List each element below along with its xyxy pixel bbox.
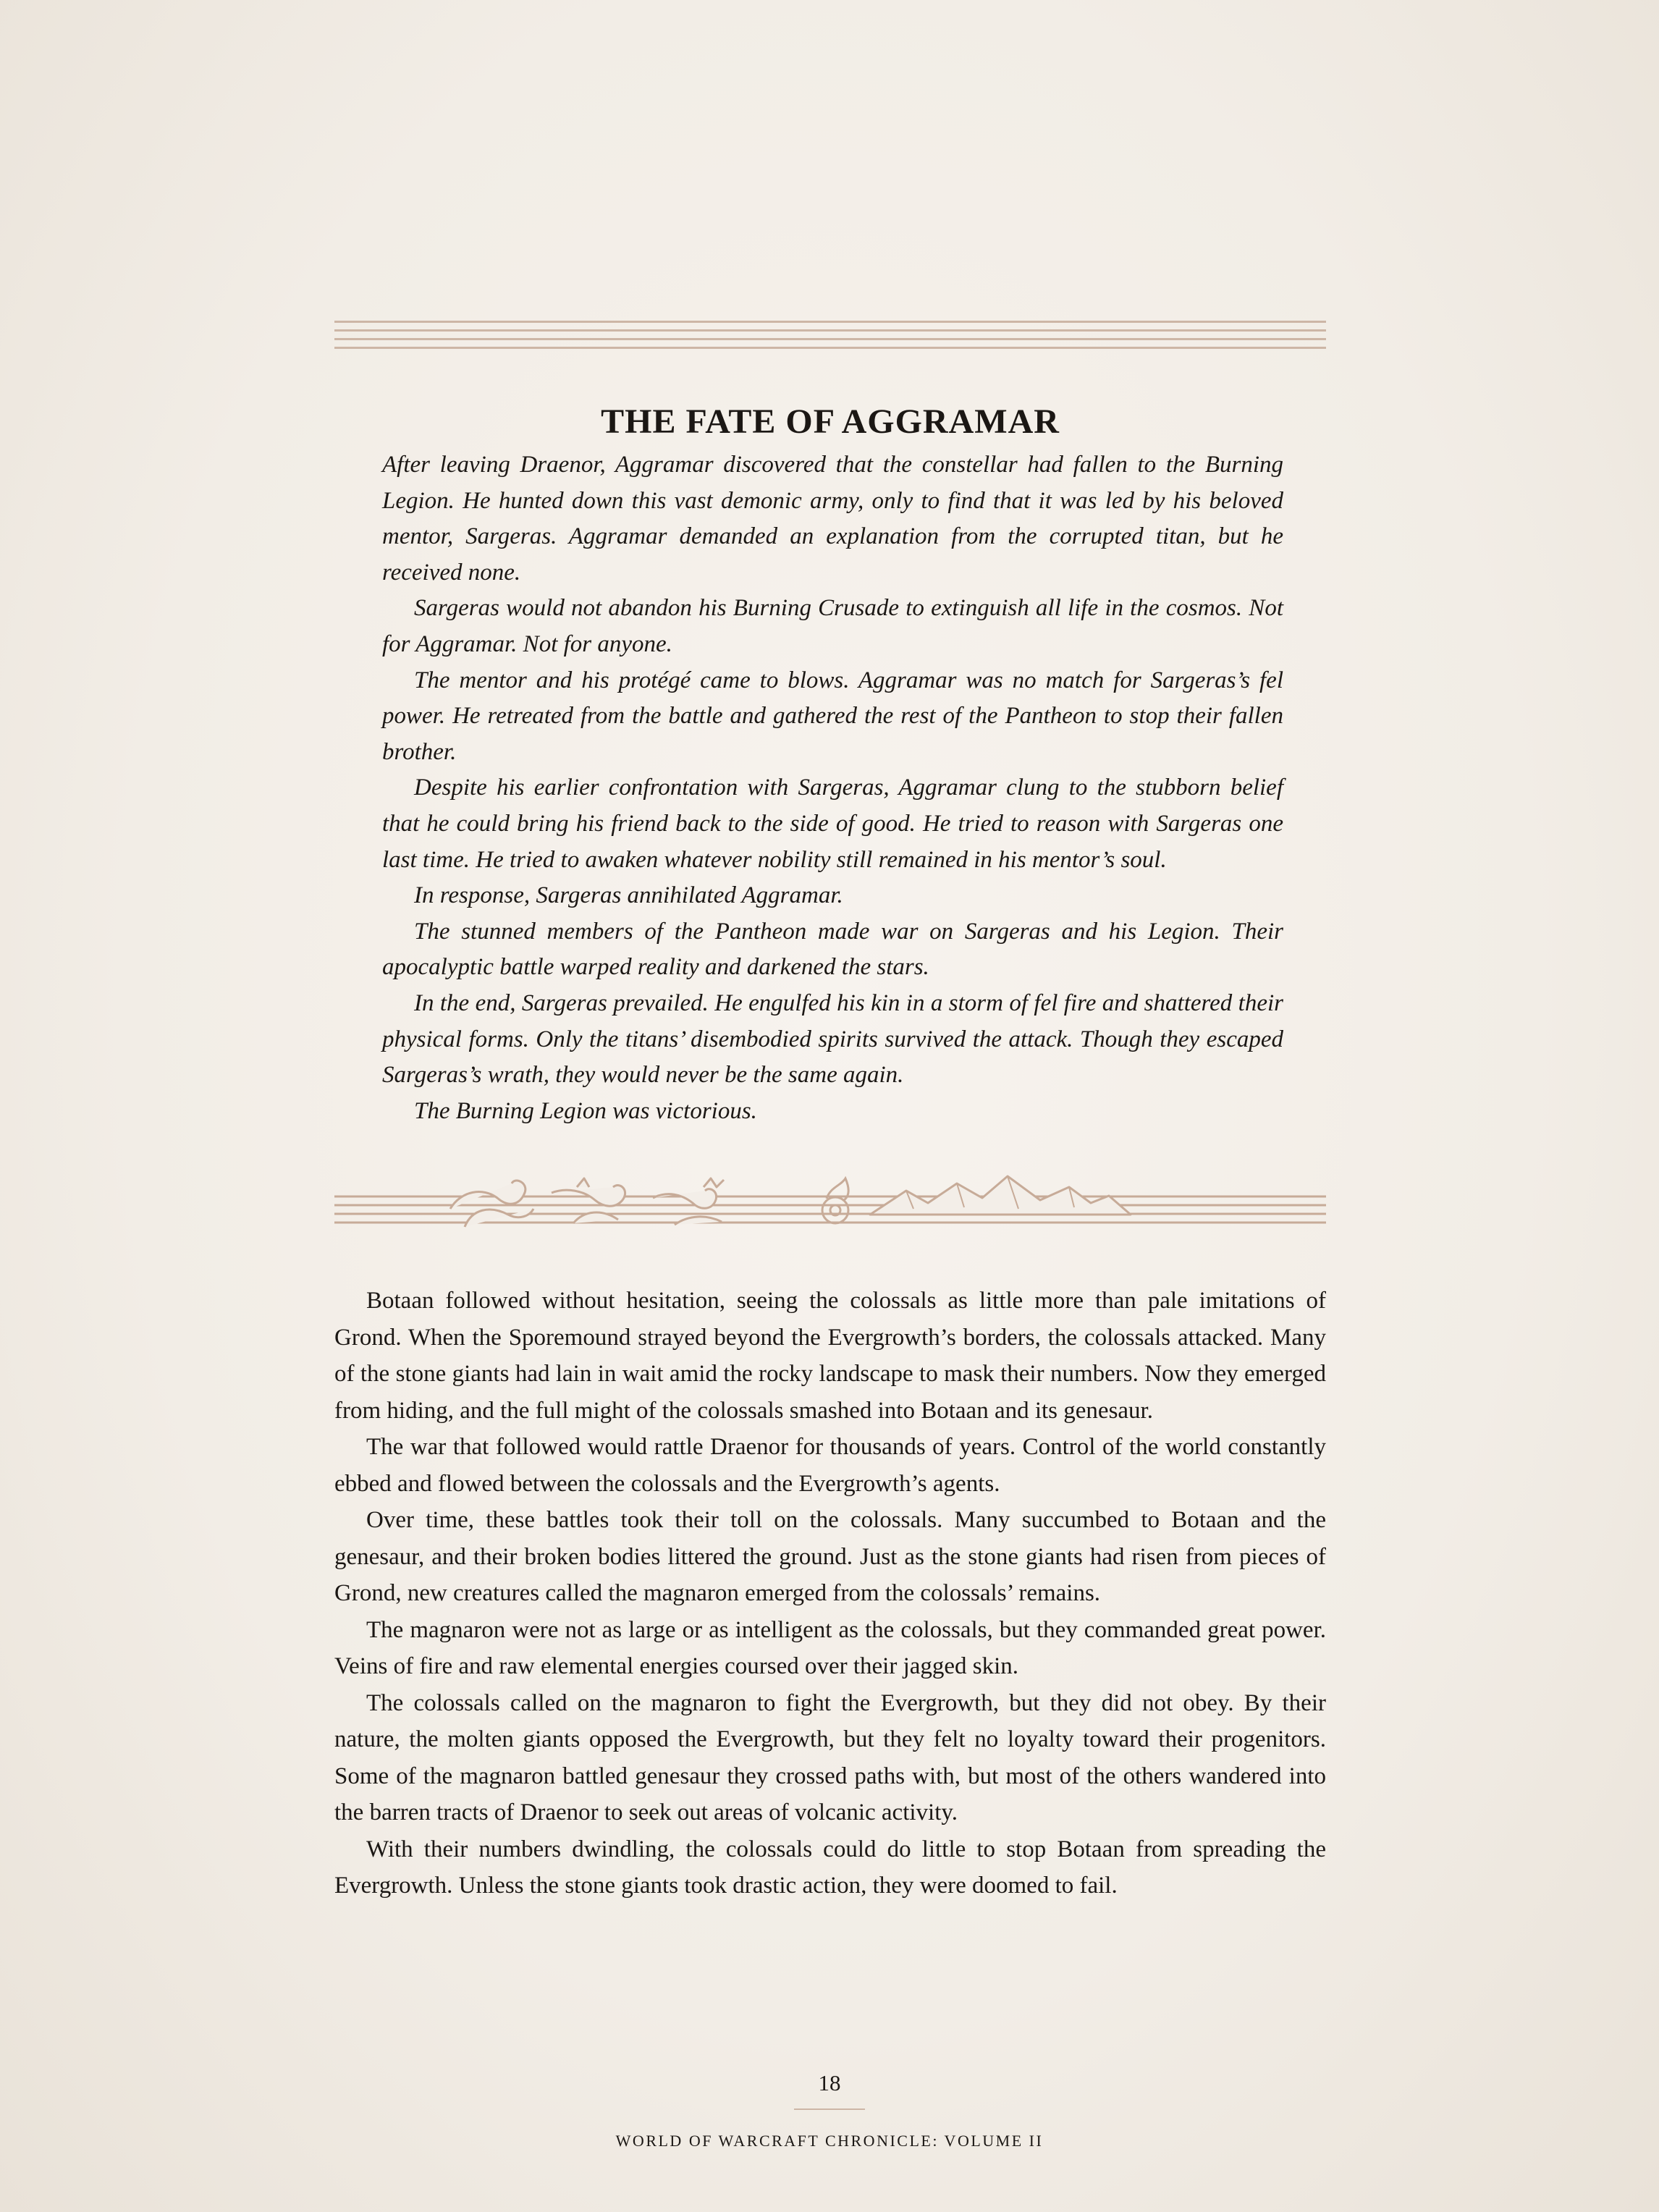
sidebar-text — [382, 447, 1283, 1129]
body-paragraph: The colossals called on the magnaron to fight the Evergrowth, but they did not obey. By their nature, the molten giants opposed the Evergrowth, but they felt no loyalty toward their progenitors. Some of the magnaron battled genesaur they crossed paths with, but most of the others wandered into the barren tracts of Draenor to seek out areas of volcanic activity. — [334, 1689, 1326, 1825]
body-paragraph: The magnaron were not as large or as intelligent as the colossals, but they commanded great power. Veins of fire and raw elemental energies coursed over their jagged skin. — [334, 1616, 1326, 1679]
rule-line — [334, 329, 1326, 332]
body-paragraph: Botaan followed without hesitation, seeing the colossals as little more than pale imitations of Grond. When the Sporemound strayed beyond the Evergrowth’s borders, the colossals attacked. Many of the stone giants had lain in wait amid the rocky landscape to mask their numbers. Now they emerged from hiding, and the full might of the colossals smashed into Botaan and its genesaur. — [334, 1288, 1326, 1424]
ornament-divider — [334, 1158, 1326, 1230]
body-paragraph: Over time, these battles took their toll on the colossals. Many succumbed to Botaan and the genesaur, and their broken bodies littered the ground. Just as the stone giants had risen from pieces of Grond, new creatures called the magnaron emerged from the colossals’ remains. — [334, 1507, 1326, 1606]
body-text — [334, 1283, 1326, 1904]
page-number: 18 — [818, 2070, 841, 2095]
body-paragraph: The war that followed would rattle Draenor for thousands of years. Control of the world constantly ebbed and flowed between the colossals and the Evergrowth’s agents. — [334, 1434, 1326, 1497]
rule-line — [334, 347, 1326, 349]
top-rule — [334, 321, 1326, 350]
sidebar-paragraph: After leaving Draenor, Aggramar discovered that the constellar had fallen to the Burning Legion. He hunted down this vast demonic army, only to find that it was led by his beloved mentor, Sargeras. Aggramar demanded an explanation from the corrupted titan, but he received none. — [382, 452, 1283, 586]
sidebar-paragraph: The Burning Legion was victorious. — [414, 1097, 757, 1124]
sidebar-paragraph: Sargeras would not abandon his Burning Crusade to extinguish all life in the cosmos. Not for Aggramar. Not for anyone. — [382, 595, 1283, 657]
rule-line — [334, 338, 1326, 340]
sidebar-title: THE FATE OF AGGRAMAR — [601, 402, 1060, 441]
serpent-icon — [450, 1178, 724, 1227]
rule-line — [334, 321, 1326, 323]
body-paragraph: With their numbers dwindling, the colossals could do little to stop Botaan from spreading the Evergrowth. Unless the stone giants took drastic action, they were doomed to fail. — [334, 1836, 1326, 1899]
sidebar-paragraph: Despite his earlier confrontation with Sargeras, Aggramar clung to the stubborn belief that he could bring his friend back to the side of good. He tried to reason with Sargeras one last time. He tried to awaken whatever nobility still remained in his mentor’s soul. — [382, 774, 1283, 873]
sidebar-paragraph: The mentor and his protégé came to blows. Aggramar was no match for Sargeras’s fel power. He retreated from the battle and gathered the rest of the Pantheon to stop their fallen brother. — [382, 667, 1283, 765]
running-footer: WORLD OF WARCRAFT CHRONICLE: VOLUME II — [615, 2132, 1044, 2150]
flame-icon — [822, 1178, 848, 1223]
page-number-rule — [794, 2108, 865, 2110]
sidebar-paragraph: The stunned members of the Pantheon made war on Sargeras and his Legion. Their apocalyptic battle warped reality and darkened the stars. — [382, 918, 1283, 981]
sidebar-paragraph: In response, Sargeras annihilated Aggramar. — [414, 882, 843, 909]
sidebar-paragraph: In the end, Sargeras prevailed. He engulfed his kin in a storm of fel fire and shattered their physical forms. Only the titans’ disembodied spirits survived the attack. Though they escaped Sargeras’s wrath, they would never be the same again. — [382, 989, 1283, 1089]
